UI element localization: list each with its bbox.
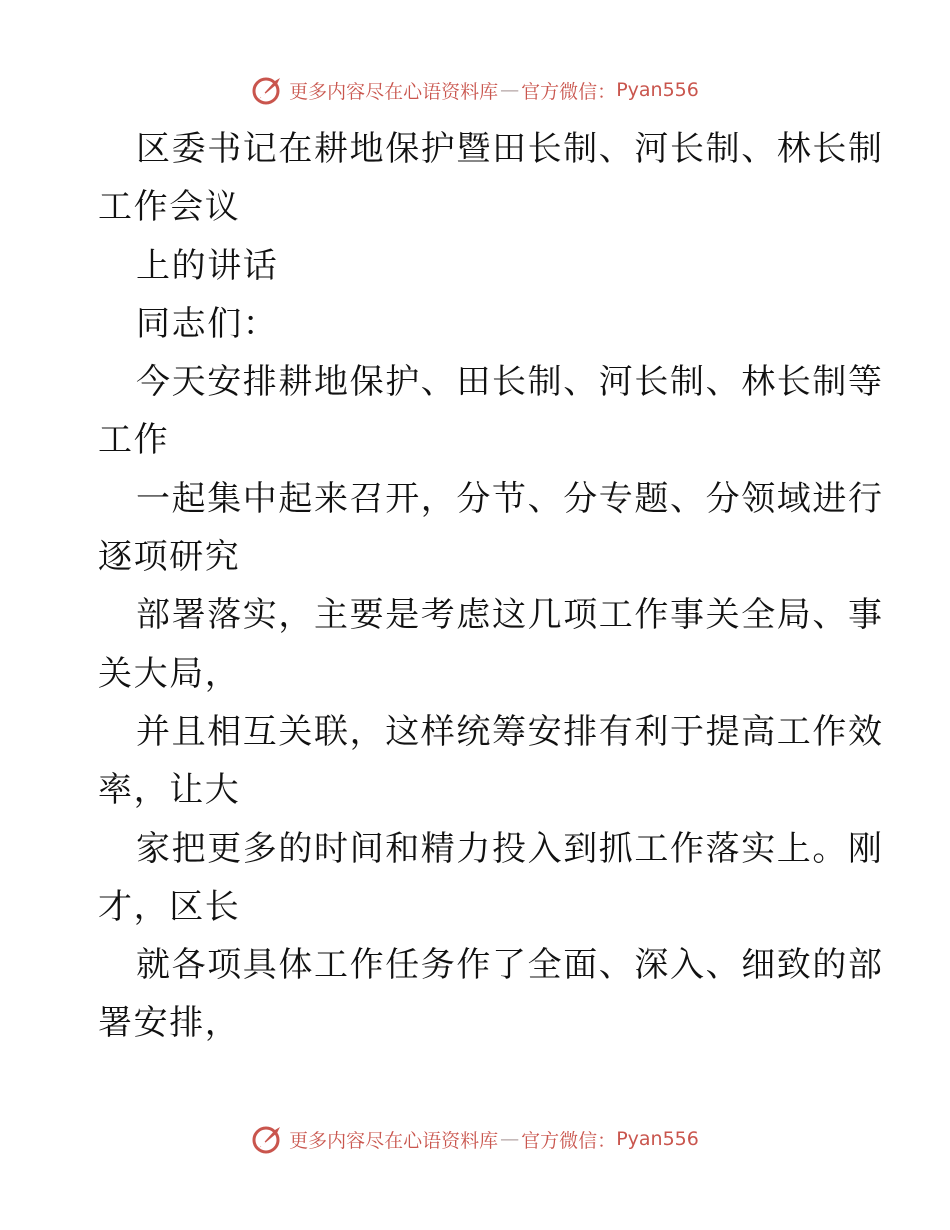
text-line: 关大局， [98, 653, 241, 694]
text-line: 工作会议 [98, 187, 241, 228]
text-line: 上的讲话 [136, 245, 279, 286]
document-body [98, 120, 884, 1053]
text-line: 逐项研究 [98, 537, 241, 578]
text-line: 就各项具体工作任务作了全面、深入、细致的部 [136, 945, 884, 986]
text-line: 同志们： [136, 303, 279, 344]
pen-logo-icon [251, 73, 285, 107]
watermark-wechat-id: Pyan556 [616, 1128, 699, 1150]
watermark-wechat-label: 官方微信： [521, 1129, 617, 1152]
text-line: 一起集中起来召开，分节、分专题、分领域进行 [136, 478, 884, 519]
text-line: 区委书记在耕地保护暨田长制、河长制、林长制 [136, 129, 884, 169]
text-line: 并且相互关联，这样统筹安排有利于提高工作效 [136, 711, 884, 752]
text-line: 署安排， [98, 1003, 241, 1044]
pen-logo-icon [251, 1122, 285, 1156]
text-line: 率，让大 [98, 770, 241, 811]
text-line: 今天安排耕地保护、田长制、河长制、林长制等 [136, 362, 884, 403]
watermark-separator: — [500, 79, 520, 101]
watermark-separator: — [500, 1128, 520, 1150]
watermark-wechat-label: 官方微信： [521, 80, 617, 103]
footer-watermark [0, 1119, 950, 1159]
text-line: 家把更多的时间和精力投入到抓工作落实上。刚 [136, 828, 884, 869]
watermark-wechat-id: Pyan556 [616, 79, 699, 101]
watermark-site-text: 更多内容尽在心语资料库 [289, 1129, 499, 1152]
text-line: 才，区长 [98, 886, 241, 927]
watermark-site-text: 更多内容尽在心语资料库 [289, 80, 499, 103]
text-line: 工作 [98, 420, 170, 461]
header-watermark [0, 70, 950, 110]
text-line: 部署落实，主要是考虑这几项工作事关全局、事 [136, 595, 884, 636]
